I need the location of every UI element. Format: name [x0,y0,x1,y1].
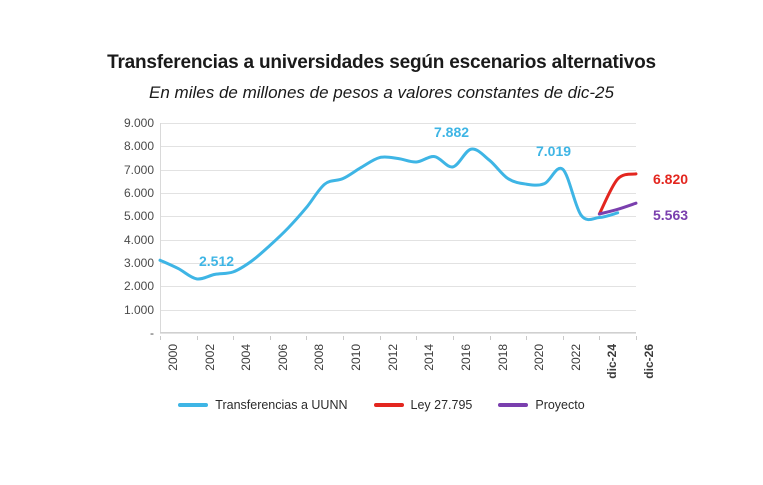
y-tick-label: 5.000 [123,209,154,224]
x-tick-mark [453,336,454,340]
data-point-label: 7.019 [536,143,572,159]
gridline [160,333,636,334]
legend-item[interactable] [178,398,347,412]
chart-subtitle: En miles de millones de pesos a valores constantes de dic-25 [149,83,614,102]
x-tick-label: 2006 [275,344,290,371]
x-tick-label: 2010 [349,344,364,371]
y-tick-label: 3.000 [123,256,154,270]
x-tick-mark [599,336,600,340]
x-tick-label: 2022 [568,344,583,371]
legend-item[interactable] [498,398,584,412]
y-tick-label: 8.000 [123,139,154,154]
data-point-label: 7.882 [434,124,470,140]
data-point-label: 5.563 [653,207,689,223]
x-tick-label: 2004 [239,344,254,371]
legend-swatch [374,403,404,407]
x-axis-tick-labels [160,336,656,396]
x-tick-label: 2018 [495,344,510,371]
legend-label: Proyecto [535,398,585,412]
y-tick-label: 2.000 [123,279,154,294]
x-tick-mark [380,336,381,340]
data-point-label: 2.512 [199,253,235,269]
x-tick-mark [563,336,564,340]
x-tick-mark [160,336,161,340]
legend-item[interactable] [374,398,473,412]
x-tick-mark [416,336,417,340]
legend-swatch [178,403,208,407]
x-tick-label: dic-24 [605,344,620,379]
y-tick-label: 6.000 [123,186,154,200]
y-tick-label: 4.000 [123,232,154,247]
data-point-label: 6.820 [653,171,689,187]
x-tick-mark [636,336,637,340]
y-axis-tick-labels [98,116,154,340]
x-tick-label: 2008 [312,344,327,371]
x-tick-label: 2020 [532,344,547,371]
y-tick-label: 1.000 [123,302,154,317]
plot-area [0,118,763,378]
x-tick-label: 2002 [202,344,217,371]
legend-swatch [498,403,528,407]
x-tick-mark [490,336,491,340]
x-tick-mark [270,336,271,340]
legend-label: Transferencias a UUNN [215,398,348,412]
x-tick-mark [197,336,198,340]
chart-legend [0,398,763,412]
x-tick-label: 2000 [166,344,180,371]
legend-label: Ley 27.795 [410,398,473,412]
x-tick-label: 2012 [385,344,400,371]
x-tick-label: 2016 [458,344,473,371]
x-tick-label: 2014 [422,344,437,371]
chart-title: Transferencias a universidades según escenarios alternativos [107,52,656,73]
x-tick-mark [233,336,234,340]
x-tick-mark [526,336,527,340]
x-tick-mark [306,336,307,340]
x-tick-mark [343,336,344,340]
y-tick-label: 9.000 [123,116,154,130]
y-tick-label: - [150,326,154,340]
x-tick-label: dic-26 [642,344,656,379]
y-tick-label: 7.000 [123,162,154,177]
